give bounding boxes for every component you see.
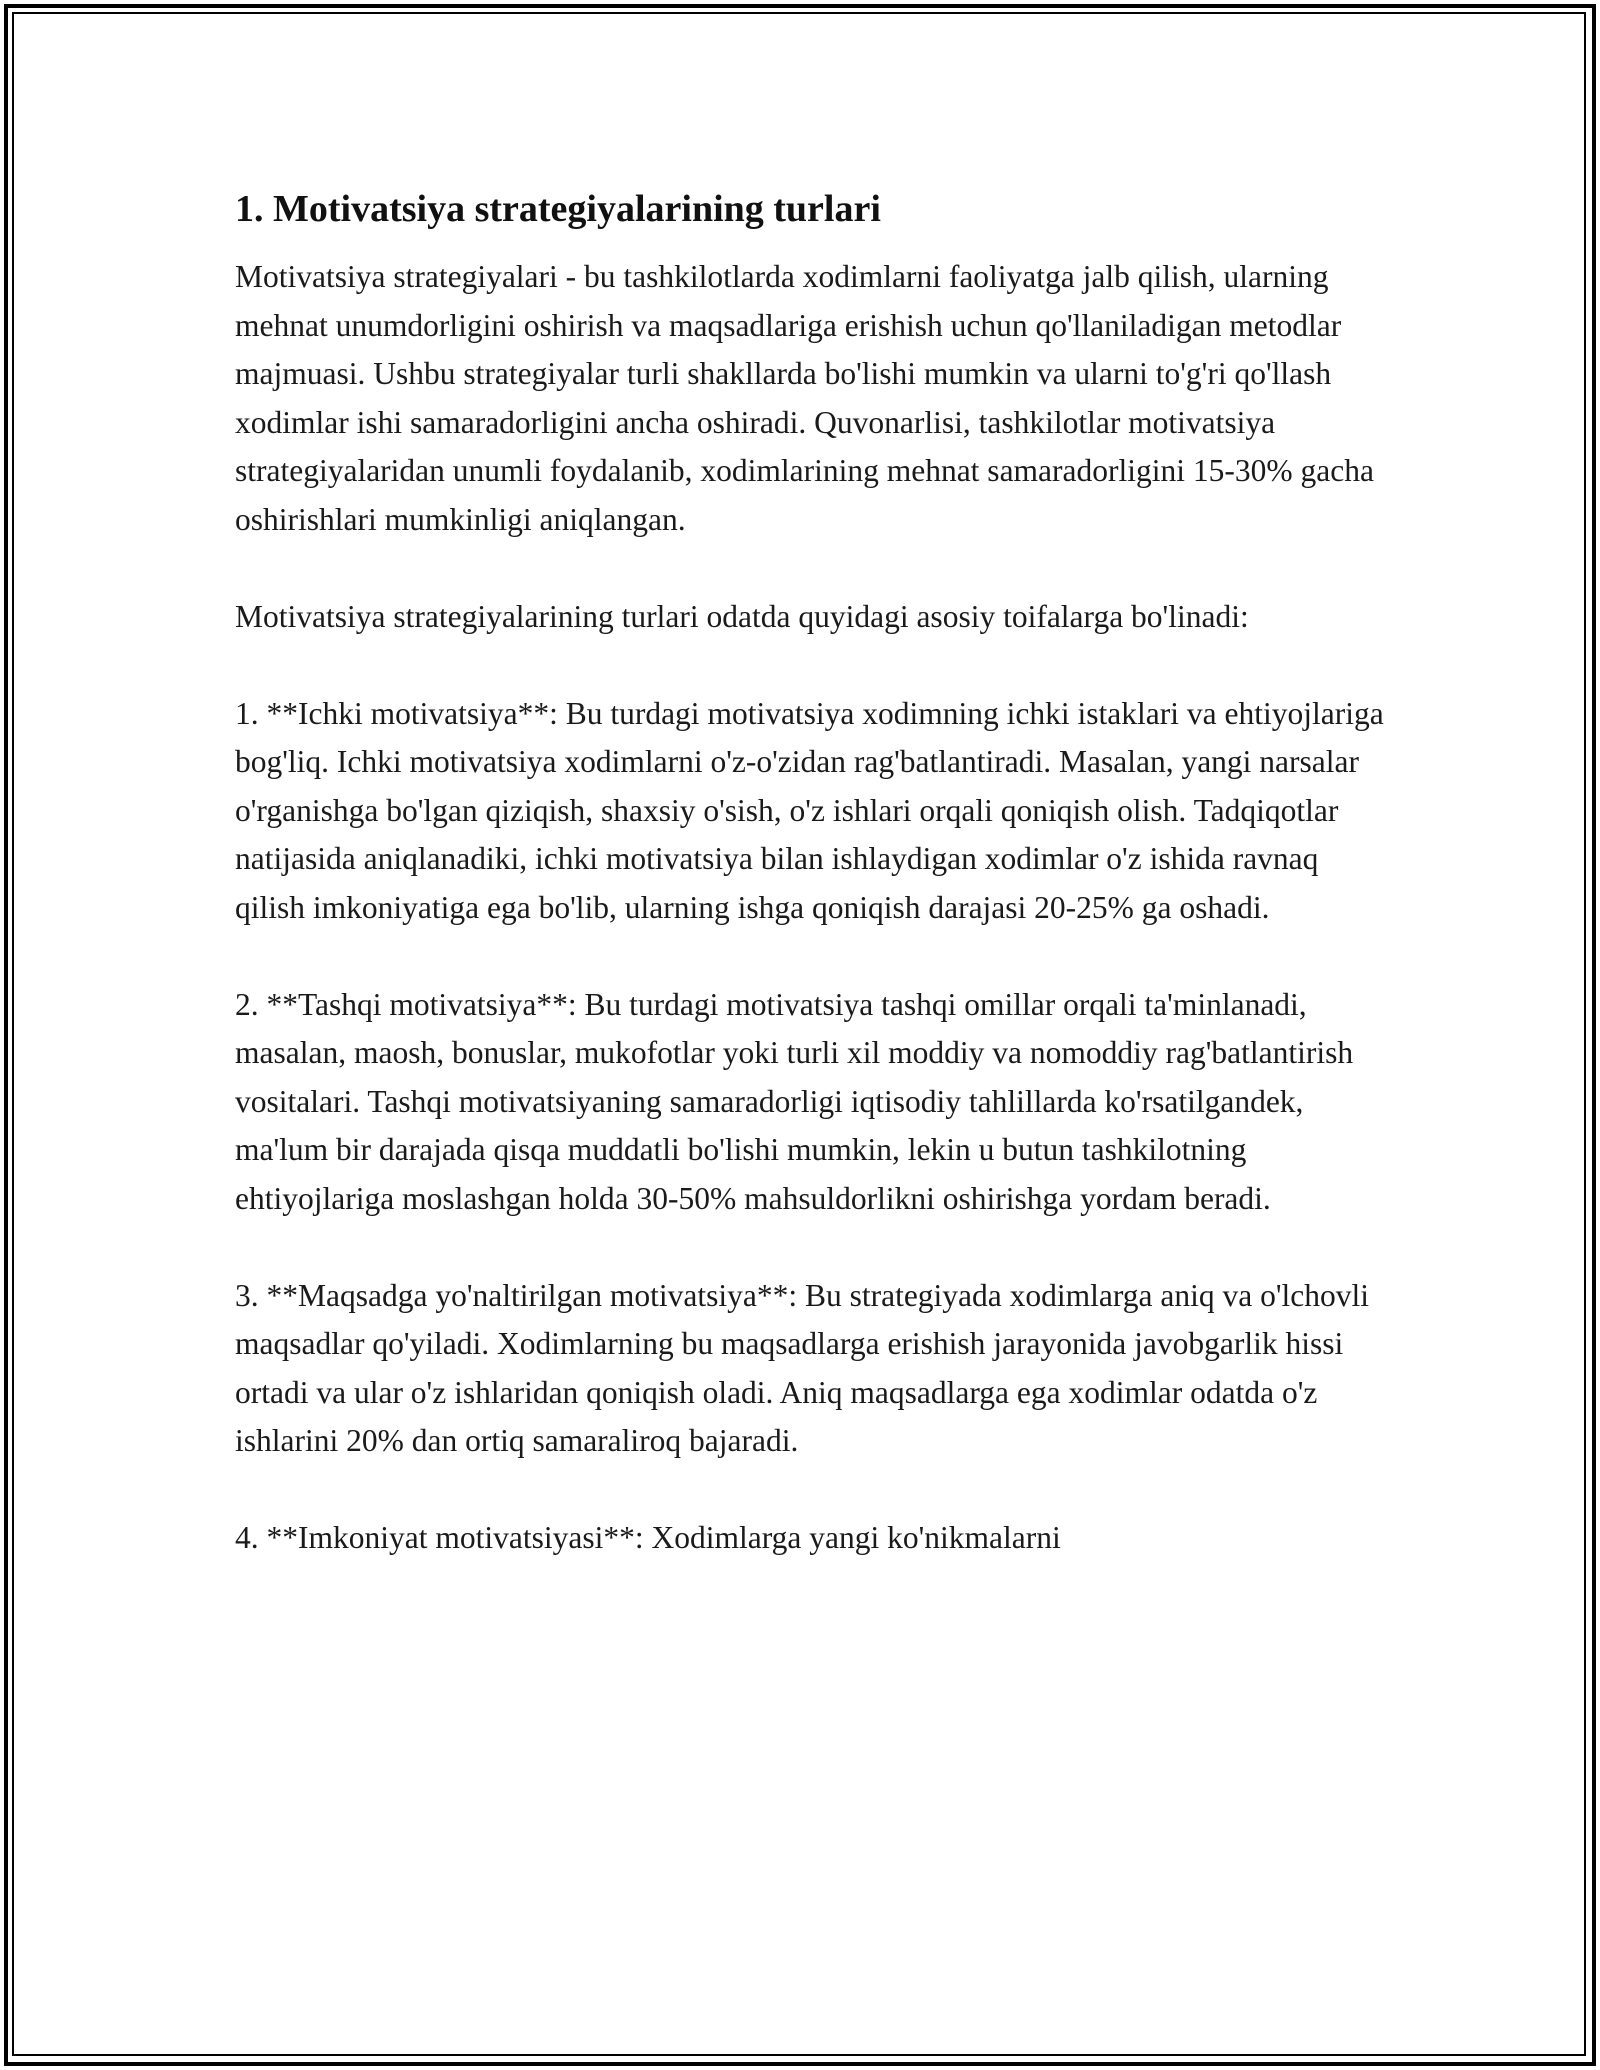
list-item-opportunity-motivation: 4. **Imkoniyat motivatsiyasi**: Xodimlarga yangi ko'nikmalarni [235, 1520, 1061, 1555]
list-item-external-motivation: 2. **Tashqi motivatsiya**: Bu turdagi motivatsiya tashqi omillar orqali ta'minlanadi, masalan, maosh, bonuslar, mukofotlar yoki turli xil moddiy va nomoddiy rag'batlantirish vositalari. Tashqi motivatsiyaning samaradorligi iqtisodiy tahlillarda ko'rsatilgandek, ma'lum bir darajada qisqa muddatli bo'lishi mumkin, lekin u butun tashkilotning ehtiyojlariga moslashgan holda 30-50% mahsuldorlikni oshirishga yordam beradi. [235, 986, 1354, 1216]
document-body [235, 185, 1385, 1611]
list-item-internal-motivation: 1. **Ichki motivatsiya**: Bu turdagi motivatsiya xodimning ichki istaklari va ehtiyojlariga bog'liq. Ichki motivatsiya xodimlarni o'z-o'zidan rag'batlantiradi. Masalan, yangi narsalar o'rganishga bo'lgan qiziqish, shaxsiy o'sish, o'z ishlari orqali qoniqish olish. Tadqiqotlar natijasida aniqlanadiki, ichki motivatsiya bilan ishlaydigan xodimlar o'z ishida ravnaq qilish imkoniyatiga ega bo'lib, ularning ishga qoniqish darajasi 20-25% ga oshadi. [235, 695, 1384, 925]
list-item-goal-oriented-motivation: 3. **Maqsadga yo'naltirilgan motivatsiya**: Bu strategiyada xodimlarga aniq va o'lchovli maqsadlar qo'yiladi. Xodimlarning bu maqsadlarga erishish jarayonida javobgarlik hissi ortadi va ular o'z ishlaridan qoniqish oladi. Aniq maqsadlarga ega xodimlar odatda o'z ishlarini 20% dan ortiq samaraliroq bajaradi. [235, 1277, 1370, 1458]
page-title: 1. Motivatsiya strategiyalarining turlari [235, 188, 881, 230]
categories-intro-paragraph: Motivatsiya strategiyalarining turlari odatda quyidagi asosiy toifalarga bo'linadi: [235, 598, 1249, 634]
intro-paragraph: Motivatsiya strategiyalari - bu tashkilotlarda xodimlarni faoliyatga jalb qilish, ularning mehnat unumdorligini oshirish va maqsadlariga erishish uchun qo'llaniladigan metodlar majmuasi. Ushbu strategiyalar turli shakllarda bo'lishi mumkin va ularni to'g'ri qo'llash xodimlar ishi samaradorligini ancha oshiradi. Quvonarlisi, tashkilotlar motivatsiya strategiyalaridan unumli foydalanib, xodimlarining mehnat samaradorligini 15-30% gacha oshirishlari mumkinligi aniqlangan. [235, 259, 1374, 537]
